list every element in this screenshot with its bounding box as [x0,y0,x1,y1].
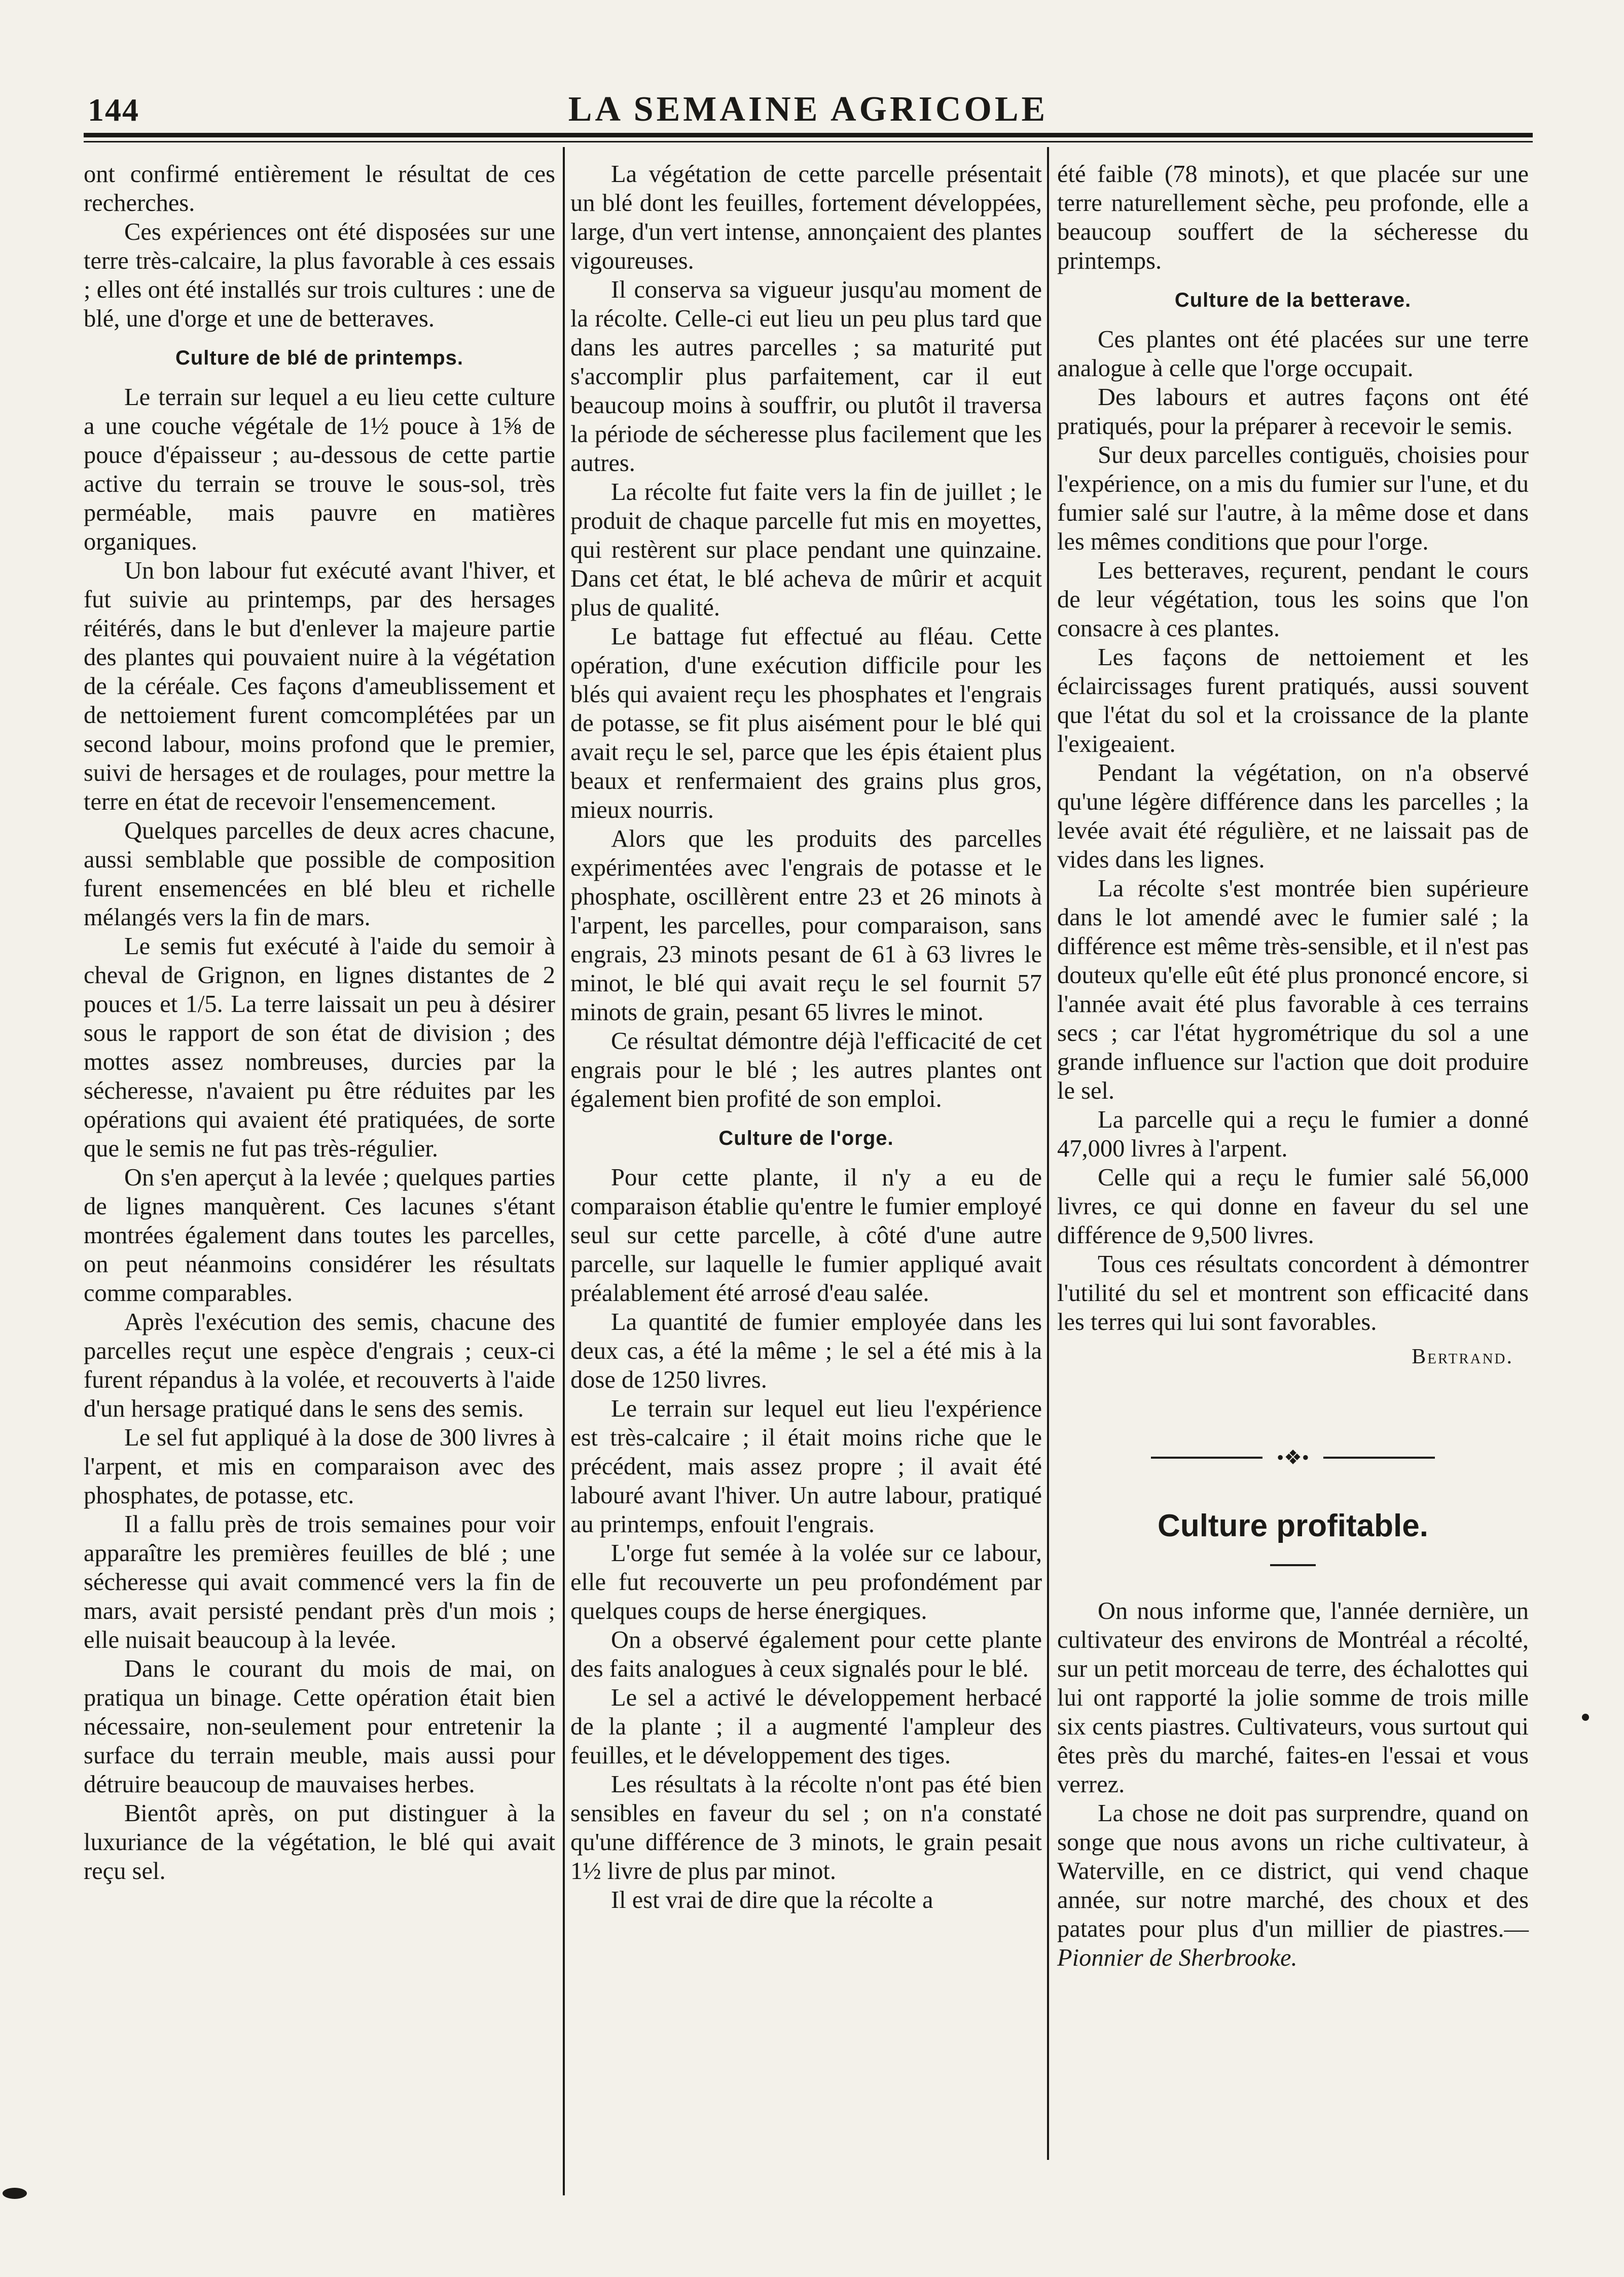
paragraph: Il a fallu près de trois semaines pour voir apparaître les premières feuilles de blé ; une sécheresse qui avait commencé vers la fin de mars, avait persisté pendant près d'un mois ; elle nuisait beaucoup à la levée. [84,1511,555,1653]
paragraph: Des labours et autres façons ont été pratiqués, pour la préparer à recevoir le semis. [1057,384,1529,440]
paragraph [1057,1799,1529,1972]
paragraph-text: La chose ne doit pas surprendre, quand on songe que nous avons un riche cultivateur, à Waterville, en ce district, qui vend chaque année, sur notre marché, des choux et des patates pour plus d'un millier de piastres.— [1057,1800,1529,1942]
paragraph: La récolte s'est montrée bien supérieure dans le lot amendé avec le fumier salé ; la différence est même très-sensible, et il n'est pas douteux qu'elle eût été plus prononcé encore, si l'année avait été plus favorable à ces terrains secs ; car l'état hygrométrique du sol a une grande influence sur l'action que doit produire le sel. [1057,875,1529,1104]
heading-rule [1270,1564,1316,1566]
header-rule-thick [84,133,1533,137]
paragraph: On nous informe que, l'année dernière, un cultivateur des environs de Montréal a récolté, sur un petit morceau de terre, des échalottes qui lui ont rapporté la jolie somme de trois mille six cents piastres. Cultivateurs, vous surtout qui êtes près du marché, faites-en l'essai et vous verrez. [1057,1598,1529,1798]
paragraph: Ces plantes ont été placées sur une terre analogue à celle que l'orge occupait. [1057,326,1529,382]
article-separator [1151,1448,1435,1468]
paragraph: Les résultats à la récolte n'ont pas été bien sensibles en faveur du sel ; on n'a constaté qu'une différence de 3 minots, le grain pesait 1½ livre de plus par minot. [570,1771,1042,1885]
source-credit: Pionnier de Sherbrooke. [1057,1944,1297,1971]
header-rule-thin [84,141,1533,142]
column-rule-right [1047,147,1049,2160]
journal-title: LA SEMAINE AGRICOLE [568,90,1049,129]
paragraph: Ce résultat démontre déjà l'efficacité de cet engrais pour le blé ; les autres plantes ont également bien profité de son emploi. [570,1028,1042,1112]
paragraph: Le terrain sur lequel eut lieu l'expérience est très-calcaire ; il était moins riche que le précédent, mais assez propre ; il avait été labouré avant l'hiver. Un autre labour, pratiqué au printemps, enfouit l'engrais. [570,1395,1042,1538]
paragraph: ont confirmé entièrement le résultat de ces recherches. [84,161,555,216]
paragraph: L'orge fut semée à la volée sur ce labour, elle fut recouverte un peu profondément par quelques coups de herse énergiques. [570,1540,1042,1624]
column-2 [570,160,1042,1914]
column-rule-left [563,147,565,2195]
article-heading: Culture profitable. [1158,1508,1428,1543]
paragraph: La parcelle qui a reçu le fumier a donné 47,000 livres à l'arpent. [1057,1106,1529,1162]
paragraph: Pour cette plante, il n'y a eu de comparaison établie qu'entre le fumier employé seul sur cette parcelle, à côté d'une autre parcelle, sur laquelle le fumier appliqué avait préalablement été arrosé d'eau salée. [570,1164,1042,1307]
paragraph: Dans le courant du mois de mai, on pratiqua un binage. Cette opération était bien nécessaire, non-seulement pour entretenir la surface du terrain meuble, mais aussi pour détruire beaucoup de mauvaises herbes. [84,1655,555,1798]
section-heading-betterave: Culture de la betterave. [1174,289,1412,311]
paragraph: Le sel fut appliqué à la dose de 300 livres à l'arpent, et mis en comparaison avec des phosphates, de potasse, etc. [84,1424,555,1509]
paragraph: Alors que les produits des parcelles expérimentées avec l'engrais de potasse et le phosphate, oscillèrent entre 23 et 26 minots à l'arpent, les parcelles, pour comparaison, sans engrais, 23 minots pesant de 61 à 63 livres le minot, le blé qui avait reçu le sel fournit 57 minots de grain, pesant 65 livres le minot. [570,825,1042,1026]
ink-speck [3,2188,27,2199]
paragraph: La quantité de fumier employée dans les deux cas, a été la même ; le sel a été mis à la dose de 1250 livres. [570,1309,1042,1393]
column-3 [1057,160,1529,1972]
paragraph: Le sel a activé le développement herbacé de la plante ; il a augmenté l'ampleur des feuilles, et le développement des tiges. [570,1684,1042,1769]
page-number: 144 [88,92,139,128]
paragraph: Après l'exécution des semis, chacune des parcelles reçut une espèce d'engrais ; ceux-ci furent répandus à la volée, et recouverts à l'aide d'un hersage pratiqué dans le sens des semis. [84,1309,555,1422]
page-header [84,86,1533,132]
separator-line-right [1323,1457,1435,1459]
paragraph: La végétation de cette parcelle présentait un blé dont les feuilles, fortement développées, large, d'un vert intense, annonçaient des plantes vigoureuses. [570,161,1042,274]
paragraph: Celle qui a reçu le fumier salé 56,000 livres, ce qui donne en faveur du sel une différence de 9,500 livres. [1057,1164,1529,1249]
paragraph: Il conserva sa vigueur jusqu'au moment de la récolte. Celle-ci eut lieu un peu plus tard que dans les autres parcelles ; sa maturité put s'accomplir plus parfaitement, car il eut beaucoup moins à souffrir, ou plutôt il traversa la période de sécheresse plus facilement que les autres. [570,276,1042,477]
paragraph: Un bon labour fut exécuté avant l'hiver, et fut suivie au printemps, par des hersages réitérés, dans le but d'enlever la majeure partie des plantes qui pouvaient nuire à la végétation de la céréale. Ces façons d'ameublissement et de nettoiement furent comcomplétées par un second labour, moins profond que le premier, suivi de hersages et de roulages, pour mettre la terre en état de recevoir l'ensemencement. [84,557,555,815]
separator-line-left [1151,1457,1262,1459]
paragraph: Le semis fut exécuté à l'aide du semoir à cheval de Grignon, en lignes distantes de 2 pouces et 1/5. La terre laissait un peu à désirer sous le rapport de son état de division ; des mottes assez nombreuses, durcies par la sécheresse, n'avaient pu être réduites par les opérations qui avaient été pratiquées, de sorte que le semis ne fut pas très-régulier. [84,933,555,1162]
ink-speck [1582,1714,1589,1721]
paragraph: Les façons de nettoiement et les éclaircissages furent pratiqués, aussi souvent que l'état du sol et la croissance de la plante l'exigeaient. [1057,644,1529,757]
column-1 [84,160,555,1886]
paragraph: Le battage fut effectué au fléau. Cette opération, d'une exécution difficile pour les blés qui avaient reçu les phosphates et l'engrais de potasse, se fit plus aisément pour le blé qui avait reçu le sel, parce que les épis étaient plus beaux et renfermaient des grains plus gros, mieux nourris. [570,623,1042,823]
paragraph: On a observé également pour cette plante des faits analogues à ceux signalés pour le blé. [570,1627,1042,1682]
author-signature: Bertrand. [1412,1345,1513,1368]
paragraph: Sur deux parcelles contiguës, choisies pour l'expérience, on a mis du fumier sur l'une, et du fumier salé sur l'autre, à la même dose et dans les mêmes conditions que pour l'orge. [1057,442,1529,555]
paragraph: Tous ces résultats concordent à démontrer l'utilité du sel et montrent son efficacité dans les terres qui lui sont favorables. [1057,1251,1529,1335]
paragraph: Les betteraves, reçurent, pendant le cours de leur végétation, tous les soins que l'on consacre à ces plantes. [1057,557,1529,642]
paragraph: été faible (78 minots), et que placée sur une terre naturellement sèche, peu profonde, elle a beaucoup souffert de la sécheresse du printemps. [1057,161,1529,274]
paragraph: On s'en aperçut à la levée ; quelques parties de lignes manquèrent. Ces lacunes s'étant montrées également dans toutes les parcelles, on peut néanmoins considérer les résultats comme comparables. [84,1164,555,1307]
ornament-icon: •❖• [1277,1446,1309,1469]
paragraph: Le terrain sur lequel a eu lieu cette culture a une couche végétale de 1½ pouce à 1⅝ de pouce d'épaisseur ; au-dessous de cette partie active du terrain se trouve le sous-sol, très perméable, mais pauvre en matières organiques. [84,384,555,555]
paragraph: Pendant la végétation, on n'a observé qu'une légère différence dans les parcelles ; la levée avait été régulière, et ne laissait pas de vides dans les lignes. [1057,760,1529,873]
section-heading-orge: Culture de l'orge. [718,1127,894,1149]
paragraph: Bientôt après, on put distinguer à la luxuriance de la végétation, le blé qui avait reçu sel. [84,1800,555,1885]
section-heading-ble: Culture de blé de printemps. [175,347,464,369]
paragraph: Ces expériences ont été disposées sur une terre très-calcaire, la plus favorable à ces essais ; elles ont été installés sur trois cultures : une de blé, une d'orge et une de betteraves. [84,219,555,332]
paragraph: Quelques parcelles de deux acres chacune, aussi semblable que possible de composition furent ensemencées en blé bleu et richelle mélangés vers la fin de mars. [84,817,555,931]
paragraph: Il est vrai de dire que la récolte a [611,1887,933,1913]
paragraph: La récolte fut faite vers la fin de juillet ; le produit de chaque parcelle fut mis en moyettes, qui restèrent sur place pendant une quinzaine. Dans cet état, le blé acheva de mûrir et acquit plus de qualité. [570,479,1042,621]
